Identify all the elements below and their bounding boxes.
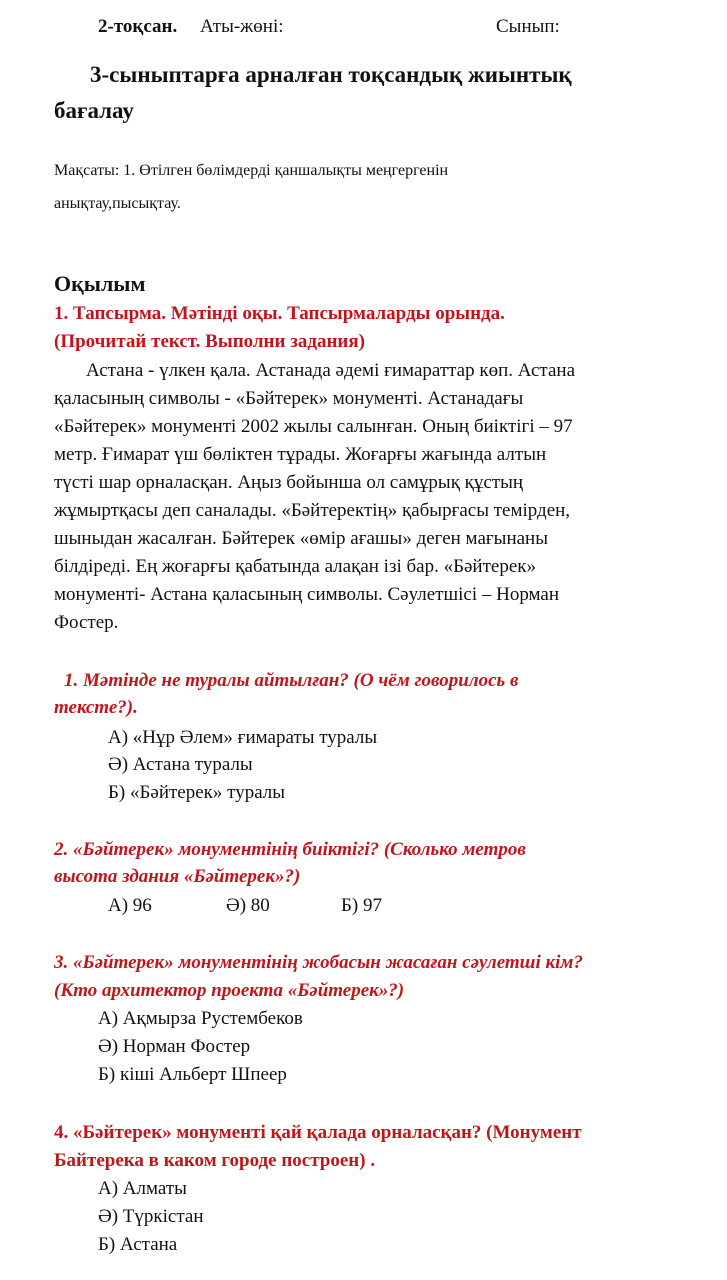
text-line: қаласының символы - «Бәйтерек» монументі. Астанадағы xyxy=(54,388,524,409)
class-label: Сынып: xyxy=(496,16,560,37)
aim-line2: анықтау,пысықтау. xyxy=(54,195,181,212)
question-4-line1: 4. «Бәйтерек» монументі қай қалада орналасқан? (Монумент xyxy=(54,1122,582,1143)
question-3-option-b: Б) кіші Альберт Шпеер xyxy=(98,1064,287,1085)
question-1-option-ae: Ә) Астана туралы xyxy=(108,754,253,775)
quarter-label: 2-тоқсан. xyxy=(98,16,178,37)
question-2-line2: высота здания «Бәйтерек»?) xyxy=(54,866,301,887)
question-1-line2: тексте?). xyxy=(54,697,138,718)
section-heading: Оқылым xyxy=(54,271,146,296)
page-title-line1: 3-сыныптарға арналған тоқсандық жиынтық xyxy=(90,62,572,87)
question-4-option-b: Б) Астана xyxy=(98,1234,178,1255)
aim-line1: Мақсаты: 1. Өтілген бөлімдерді қаншалықты меңгергенін xyxy=(54,162,449,179)
question-3-option-ae: Ә) Норман Фостер xyxy=(98,1036,251,1057)
task-line1: 1. Тапсырма. Мәтінді оқы. Тапсырмаларды орында. xyxy=(54,303,505,324)
question-1-option-b: Б) «Бәйтерек» туралы xyxy=(108,782,286,803)
text-line: Астана - үлкен қала. Астанада әдемі ғимараттар көп. Астана xyxy=(86,360,575,381)
question-3-line1: 3. «Бәйтерек» монументінің жобасын жасаған сәулетші кім? xyxy=(54,952,583,973)
question-2-option-ae: Ә) 80 xyxy=(226,895,270,916)
text-line: монументі- Астана қаласының символы. Сәулетшісі – Норман xyxy=(54,584,560,605)
question-2-line1: 2. «Бәйтерек» монументінің биіктігі? (Сколько метров xyxy=(54,839,526,860)
task-line2: (Прочитай текст. Выполни задания) xyxy=(54,331,365,352)
text-line: Фостер. xyxy=(54,612,119,633)
question-2-option-b: Б) 97 xyxy=(341,895,382,916)
question-4-option-ae: Ә) Түркістан xyxy=(98,1206,204,1227)
text-line: жұмыртқасы деп саналады. «Бәйтеректің» қабырғасы темірден, xyxy=(54,500,571,521)
text-line: білдіреді. Ең жоғарғы қабатында алақан ізі бар. «Бәйтерек» xyxy=(54,556,536,577)
question-1-line1: 1. Мәтінде не туралы айтылған? (О чём говорилось в xyxy=(64,670,519,691)
text-line: метр. Ғимарат үш бөліктен тұрады. Жоғарғы жағында алтын xyxy=(54,444,547,465)
text-line: түсті шар орналасқан. Аңыз бойынша ол самұрық құстың xyxy=(54,472,524,493)
question-4-option-a: А) Алматы xyxy=(98,1178,187,1199)
page-title-line2: бағалау xyxy=(54,98,134,123)
question-3-option-a: А) Ақмырза Рустембеков xyxy=(98,1008,303,1029)
name-label: Аты-жөні: xyxy=(200,16,284,37)
question-3-line2: (Кто архитектор проекта «Бәйтерек»?) xyxy=(54,980,405,1001)
text-line: шыныдан жасалған. Бәйтерек «өмір ағашы» деген мағынаны xyxy=(54,528,548,549)
text-line: «Бәйтерек» монументі 2002 жылы салынған. Оның биіктігі – 97 xyxy=(54,416,573,437)
question-1-option-a: А) «Нұр Әлем» ғимараты туралы xyxy=(108,727,378,748)
question-4-line2: Байтерека в каком городе построен) . xyxy=(54,1150,376,1171)
question-2-option-a: А) 96 xyxy=(108,895,152,916)
